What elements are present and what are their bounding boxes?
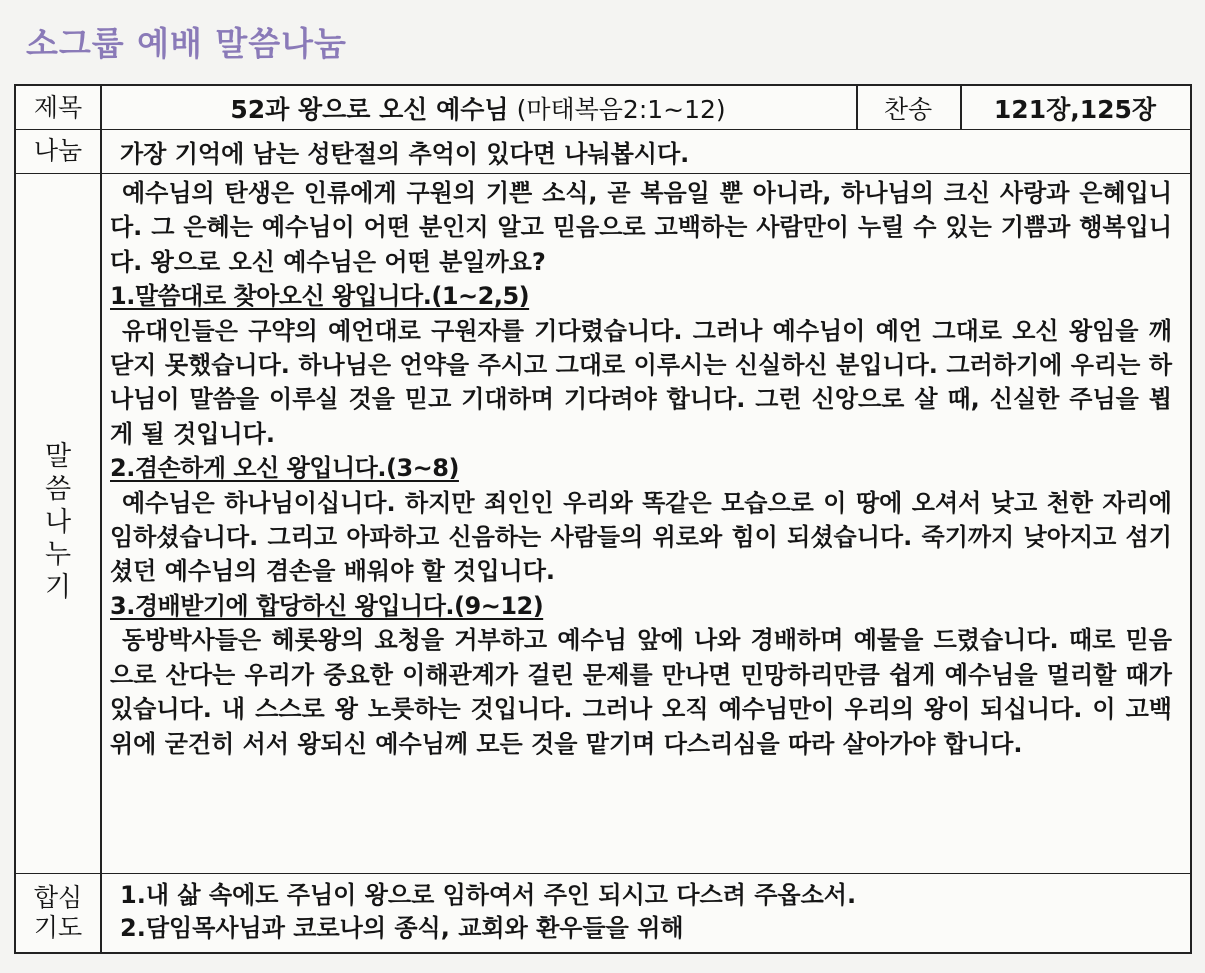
hymn-label: 찬송 bbox=[856, 86, 962, 129]
word-sharing-row bbox=[16, 173, 1190, 874]
sermon-body bbox=[110, 176, 1172, 761]
point-1-heading: 1.말씀대로 찾아오신 왕입니다.(1~2,5) bbox=[110, 282, 530, 311]
point-1-text: 유대인들은 구약의 예언대로 구원자를 기다렸습니다. 그러나 예수님이 예언 그대로 오신 왕임을 깨닫지 못했습니다. 하나님은 언약을 주시고 그대로 이루시는 신실하신 분입니다. 그러하기에 우리는 하나님이 말씀을 이루실 것을 믿고 기대하며 기다려야 합니다. 그런 신앙으로 살 때, 신실한 주님을 뵙게 될 것입니다. bbox=[110, 316, 1172, 448]
point-3-heading: 3.경배받기에 합당하신 왕입니다.(9~12) bbox=[110, 591, 544, 620]
word-label-char: 말 bbox=[44, 440, 72, 472]
hymn-numbers: 121장,125장 bbox=[993, 94, 1157, 124]
point-3-text: 동방박사들은 헤롯왕의 요청을 거부하고 예수님 앞에 나와 경배하며 예물을 드렸습니다. 때로 믿음으로 산다는 우리가 중요한 이해관계가 걸린 문제를 만나면 민망하리만큼 쉽게 예수님을 멀리할 때가 있습니다. 내 스스로 왕 노릇하는 것입니다. 그러나 오직 예수님만이 우리의 왕이 되십니다. 이 고백 위에 굳건히 서서 왕되신 예수님께 모든 것을 맡기며 다스리심을 따라 살아가야 합니다. bbox=[110, 626, 1172, 758]
sharing-question: 가장 기억에 남는 성탄절의 추억이 있다면 나눠봅시다. bbox=[120, 139, 690, 168]
point-2-heading: 2.겸손하게 오신 왕입니다.(3~8) bbox=[110, 454, 459, 483]
prayer-item: 1.내 삶 속에도 주님이 왕으로 임하여서 주인 되시고 다스려 주옵소서. bbox=[120, 881, 857, 909]
point-2-text: 예수님은 하나님이십니다. 하지만 죄인인 우리와 똑같은 모습으로 이 땅에 오셔서 낮고 천한 자리에 임하셨습니다. 그리고 아파하고 신음하는 사람들의 위로와 힘이 되셨습니다. 죽기까지 낮아지고 섬기셨던 예수님의 겸손을 배워야 할 것입니다. bbox=[110, 488, 1172, 586]
page-title: 소그룹 예배 말씀나눔 bbox=[26, 24, 347, 63]
prayer-item: 2.담임목사님과 코로나의 종식, 교회와 환우들을 위해 bbox=[120, 914, 684, 942]
word-label-char: 기 bbox=[44, 572, 72, 604]
subject-row bbox=[16, 86, 1190, 130]
prayer-row bbox=[16, 873, 1190, 952]
sharing-row bbox=[16, 129, 1190, 174]
scripture-reference: (마태복음2:1~12) bbox=[516, 94, 726, 124]
prayer-items bbox=[120, 879, 1180, 945]
lesson-title-cell bbox=[100, 86, 858, 129]
prayer-label-line: 합심 bbox=[33, 883, 83, 912]
word-label-char: 누 bbox=[44, 539, 72, 571]
subject-label: 제목 bbox=[16, 86, 102, 129]
prayer-label bbox=[16, 873, 102, 952]
prayer-label-line: 기도 bbox=[33, 912, 83, 942]
worship-sheet-table bbox=[14, 84, 1192, 954]
word-sharing-label bbox=[16, 173, 102, 873]
word-label-char: 씀 bbox=[44, 473, 72, 505]
sharing-label: 나눔 bbox=[16, 129, 102, 173]
intro-paragraph: 예수님의 탄생은 인류에게 구원의 기쁜 소식, 곧 복음일 뿐 아니라, 하나님의 크신 사랑과 은혜입니다. 그 은혜는 예수님이 어떤 분인지 알고 믿음으로 고백하는 사람만이 누릴 수 있는 기쁨과 행복입니다. 왕으로 오신 예수님은 어떤 분일까요? bbox=[110, 179, 1172, 276]
word-label-char: 나 bbox=[44, 506, 72, 538]
lesson-title: 52과 왕으로 오신 예수님 bbox=[230, 94, 509, 124]
